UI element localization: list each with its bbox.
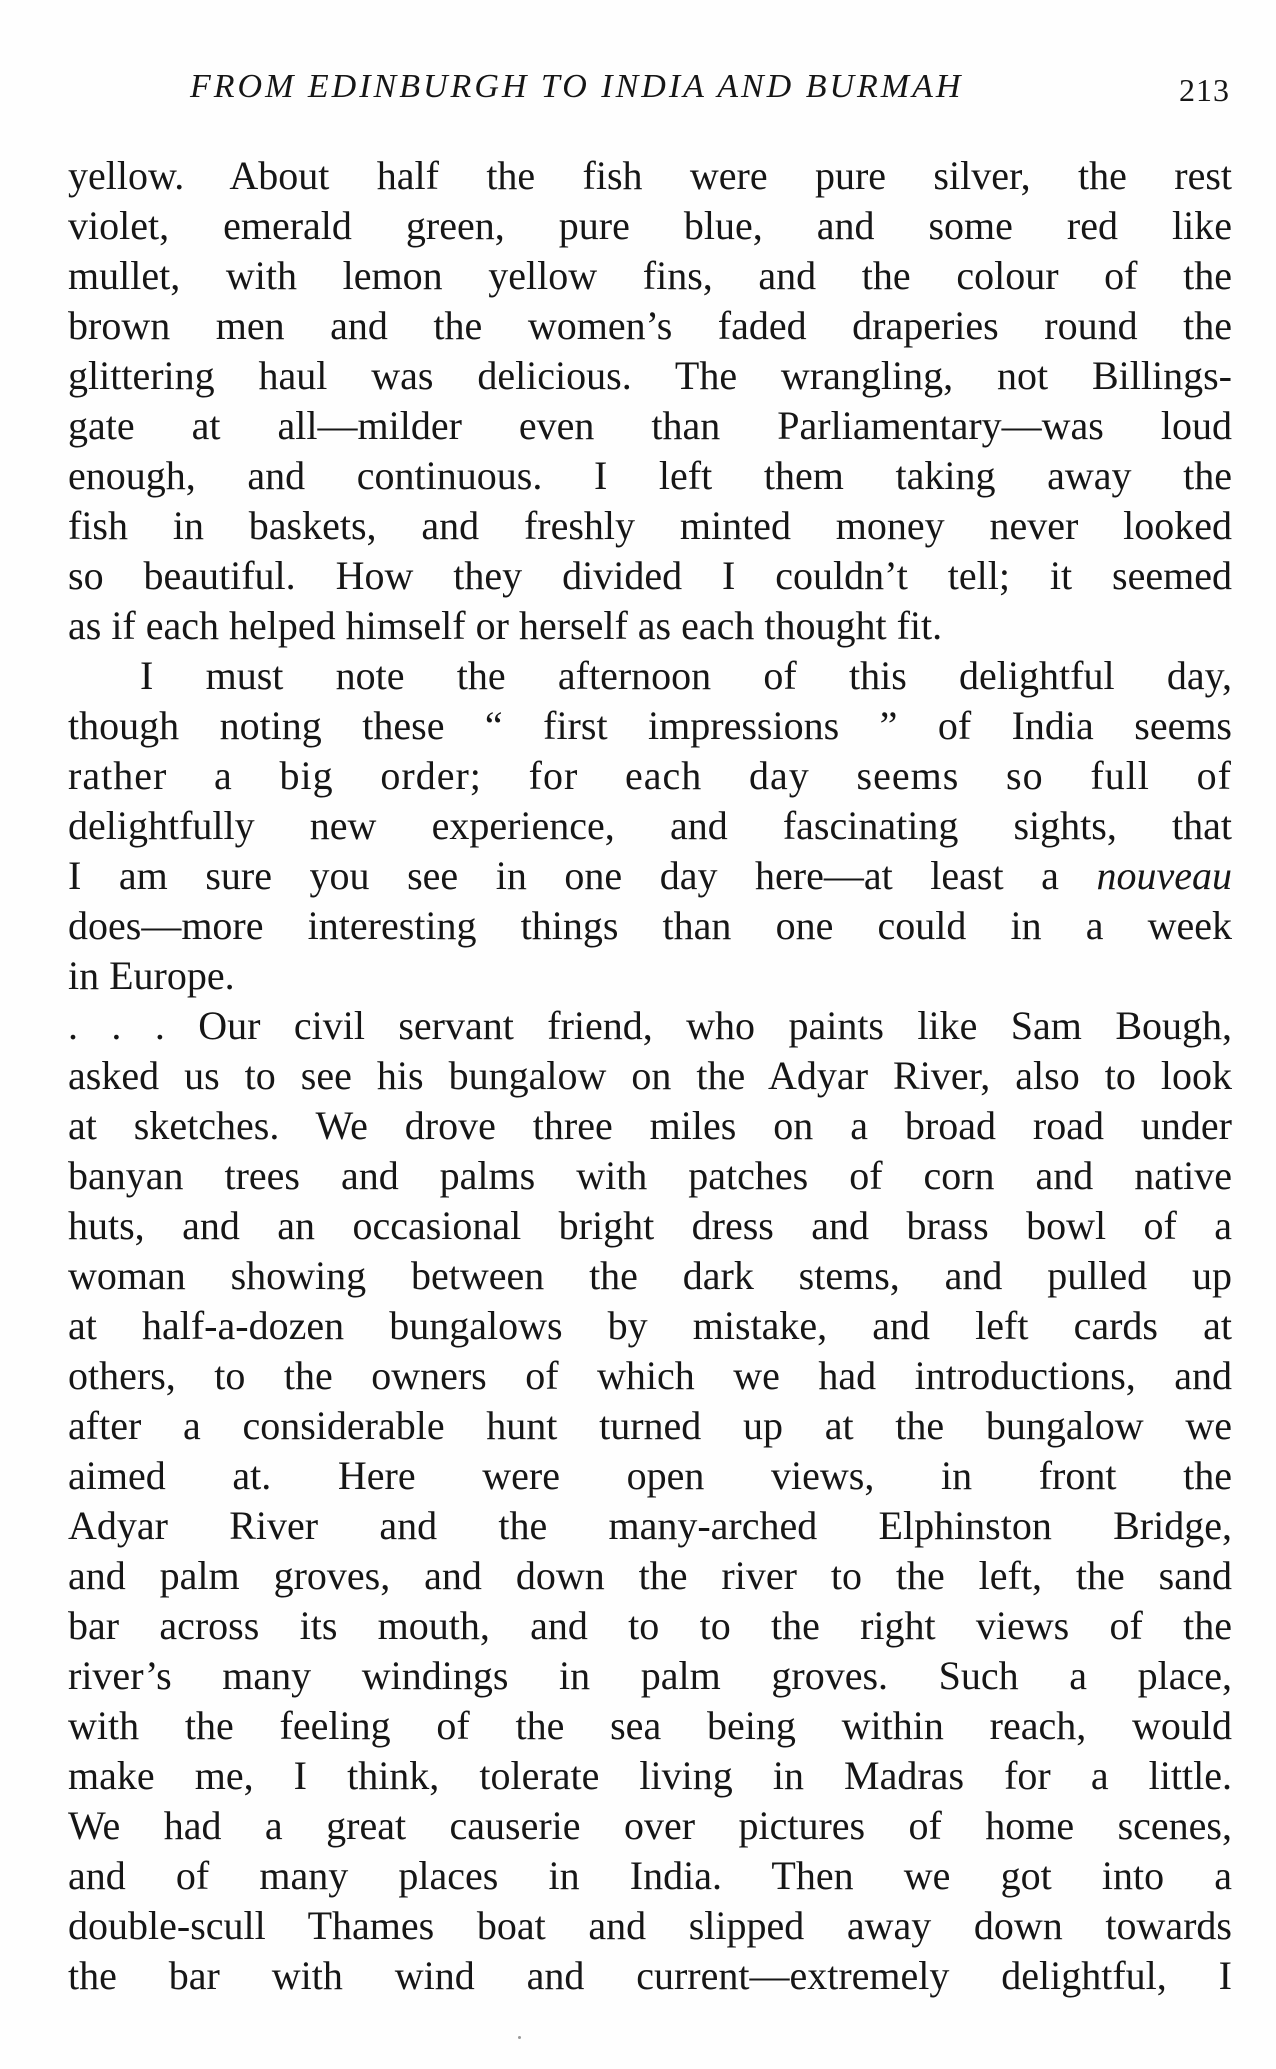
text-line: though noting these “ first impressions ” of India seems [68, 703, 1232, 748]
text-line: yellow. About half the fish were pure silver, the rest [68, 153, 1232, 198]
text-line: rather a big order; for each day seems so full of [68, 753, 1232, 798]
text-line: at sketches. We drove three miles on a broad road under [68, 1103, 1232, 1148]
text-line: the bar with wind and current—extremely delightful, I [68, 1953, 1232, 1998]
text-line: after a considerable hunt turned up at the bungalow we [68, 1403, 1232, 1448]
text-line: Adyar River and the many-arched Elphinston Bridge, [68, 1503, 1232, 1548]
text-line: mullet, with lemon yellow fins, and the colour of the [68, 253, 1232, 298]
running-title: FROM EDINBURGH TO INDIA AND BURMAH [190, 68, 964, 105]
text-line: brown men and the women’s faded draperies round the [68, 303, 1232, 348]
text-line: as if each helped himself or herself as each thought fit. [68, 603, 943, 648]
text-line: others, to the owners of which we had introductions, and [68, 1353, 1232, 1398]
text-line: I must note the afternoon of this delightful day, [140, 653, 1232, 698]
italic-word: nouveau [1096, 853, 1232, 898]
text-line: and palm groves, and down the river to the left, the sand [68, 1553, 1232, 1598]
text-line: violet, emerald green, pure blue, and some red like [68, 203, 1232, 248]
text-line: I am sure you see in one day here—at least a nouveau [68, 853, 1232, 898]
text-line: in Europe. [68, 953, 235, 998]
text-line: river’s many windings in palm groves. Such a place, [68, 1653, 1232, 1698]
text-line: so beautiful. How they divided I couldn’t tell; it seemed [68, 553, 1232, 598]
text-line: fish in baskets, and freshly minted money never looked [68, 503, 1232, 548]
text-line: woman showing between the dark stems, and pulled up [68, 1253, 1232, 1298]
text-line: glittering haul was delicious. The wrangling, not Billings- [68, 353, 1232, 398]
text-line: huts, and an occasional bright dress and brass bowl of a [68, 1203, 1232, 1248]
body-text [68, 151, 1232, 2001]
text-line: enough, and continuous. I left them taking away the [68, 453, 1232, 498]
text-line: aimed at. Here were open views, in front the [68, 1453, 1232, 1498]
page-number: 213 [1179, 72, 1230, 108]
text-line: does—more interesting things than one could in a week [68, 903, 1232, 948]
text-line: make me, I think, tolerate living in Madras for a little. [68, 1753, 1232, 1798]
text-line: at half-a-dozen bungalows by mistake, and left cards at [68, 1303, 1232, 1348]
text-line: with the feeling of the sea being within reach, would [68, 1703, 1232, 1748]
text-line: We had a great causerie over pictures of home scenes, [68, 1803, 1232, 1848]
text-line: double-scull Thames boat and slipped away down towards [68, 1903, 1232, 1948]
running-head [190, 68, 1230, 118]
text-line: and of many places in India. Then we got into a [68, 1853, 1232, 1898]
text-line: . . . Our civil servant friend, who paints like Sam Bough, [68, 1003, 1232, 1048]
text-line: asked us to see his bungalow on the Adyar River, also to look [68, 1053, 1232, 1098]
scan-blemish [518, 2036, 521, 2039]
text-line: bar across its mouth, and to to the right views of the [68, 1603, 1232, 1648]
text-line: gate at all—milder even than Parliamentary—was loud [68, 403, 1232, 448]
text-line: banyan trees and palms with patches of corn and native [68, 1153, 1232, 1198]
text-line: delightfully new experience, and fascinating sights, that [68, 803, 1232, 848]
